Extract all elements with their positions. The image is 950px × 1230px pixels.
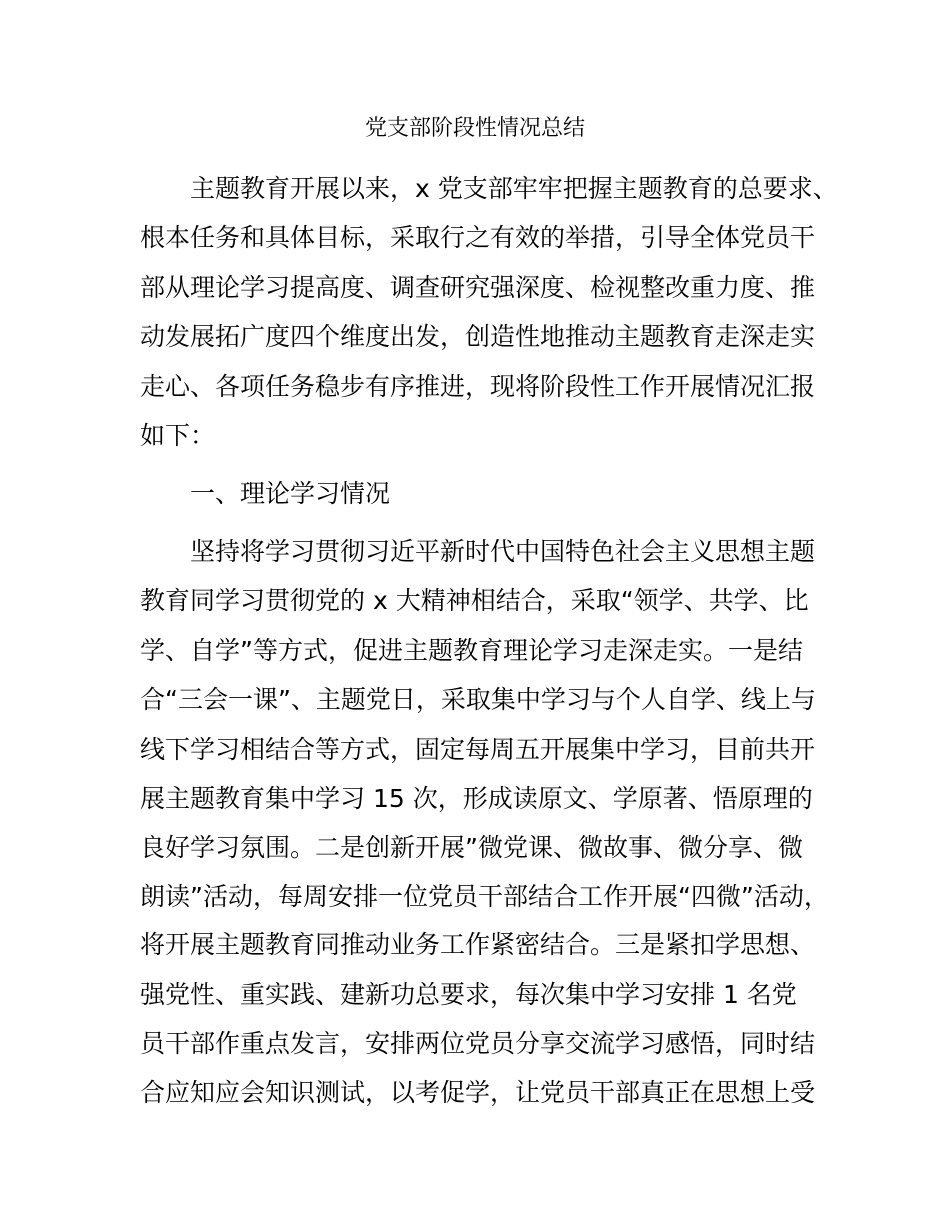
paragraph-line: 将开展主题教育同推动业务工作紧密结合。三是紧扣学思想、 bbox=[140, 930, 816, 959]
paragraph-line: 良好学习氛围。二是创新开展”微党课、微故事、微分享、微 bbox=[140, 833, 803, 862]
paragraph-line: 线下学习相结合等方式，固定每周五开展集中学习，目前共开 bbox=[140, 735, 816, 764]
paragraph-line: 教育同学习贯彻党的 x 大精神相结合，采取“领学、共学、比 bbox=[140, 586, 809, 615]
paragraph-line: 合“三会一课”、主题党日，采取集中学习与个人自学、线上与 bbox=[140, 685, 816, 714]
paragraph-line: 展主题教育集中学习 15 次，形成读原文、学原著、悟原理的 bbox=[140, 784, 813, 813]
section-heading: 一、理论学习情况 bbox=[190, 479, 391, 508]
paragraph-line: 走心、各项任务稳步有序推进，现将阶段性工作开展情况汇报 bbox=[140, 372, 816, 401]
paragraph-line: 部从理论学习提高度、调查研究强深度、检视整改重力度、推 bbox=[140, 273, 816, 302]
paragraph-line: 如下： bbox=[140, 421, 216, 450]
paragraph-line: 强党性、重实践、建新功总要求，每次集中学习安排 1 名党 bbox=[140, 980, 797, 1009]
paragraph-line: 根本任务和具体目标，采取行之有效的举措，引导全体党员干 bbox=[140, 223, 816, 252]
paragraph-line: 朗读”活动，每周安排一位党员干部结合工作开展“四微”活动， bbox=[140, 882, 829, 911]
paragraph-line: 合应知应会知识测试，以考促学，让党员干部真正在思想上受 bbox=[140, 1078, 816, 1107]
paragraph-line: 主题教育开展以来，x 党支部牢牢把握主题教育的总要求、 bbox=[190, 174, 838, 203]
document-title: 党支部阶段性情况总结 bbox=[364, 116, 585, 141]
paragraph-line: 动发展拓广度四个维度出发，创造性地推动主题教育走深走实 bbox=[140, 322, 816, 351]
paragraph-line: 学、自学”等方式，促进主题教育理论学习走深走实。一是结 bbox=[140, 636, 803, 665]
paragraph-line: 员干部作重点发言，安排两位党员分享交流学习感悟，同时结 bbox=[140, 1029, 816, 1058]
paragraph-line: 坚持将学习贯彻习近平新时代中国特色社会主义思想主题 bbox=[190, 537, 816, 566]
